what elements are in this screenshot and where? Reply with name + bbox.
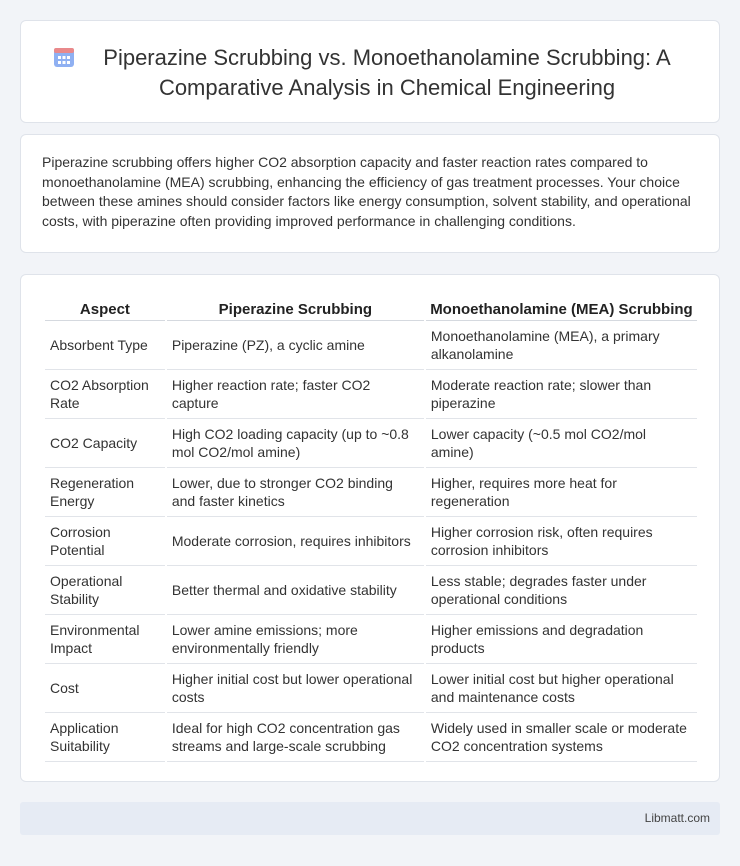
aspect-cell: Corrosion Potential xyxy=(45,517,165,566)
header-piperazine: Piperazine Scrubbing xyxy=(167,297,424,321)
table-row xyxy=(45,566,697,615)
table-row xyxy=(45,664,697,713)
piperazine-cell: Ideal for high CO2 concentration gas streams and large-scale scrubbing xyxy=(167,713,424,762)
mea-cell: Higher emissions and degradation products xyxy=(426,615,697,664)
mea-cell: Lower capacity (~0.5 mol CO2/mol amine) xyxy=(426,419,697,468)
table-row xyxy=(45,468,697,517)
comparison-table-card xyxy=(20,274,720,782)
header-aspect: Aspect xyxy=(45,297,165,321)
mea-cell: Moderate reaction rate; slower than piperazine xyxy=(426,370,697,419)
footer-site-link[interactable]: Libmatt.com xyxy=(644,811,710,825)
piperazine-cell: Better thermal and oxidative stability xyxy=(167,566,424,615)
mea-cell: Lower initial cost but higher operational and maintenance costs xyxy=(426,664,697,713)
piperazine-cell: Moderate corrosion, requires inhibitors xyxy=(167,517,424,566)
piperazine-cell: Piperazine (PZ), a cyclic amine xyxy=(167,321,424,370)
piperazine-cell: High CO2 loading capacity (up to ~0.8 mol CO2/mol amine) xyxy=(167,419,424,468)
table-row xyxy=(45,517,697,566)
mea-cell: Higher, requires more heat for regeneration xyxy=(426,468,697,517)
piperazine-cell: Higher initial cost but lower operational costs xyxy=(167,664,424,713)
piperazine-cell: Lower, due to stronger CO2 binding and faster kinetics xyxy=(167,468,424,517)
aspect-cell: Cost xyxy=(45,664,165,713)
table-row xyxy=(45,370,697,419)
page-title: Piperazine Scrubbing vs. Monoethanolamine Scrubbing: A Comparative Analysis in Chemical Engineering xyxy=(103,45,671,100)
aspect-cell: Absorbent Type xyxy=(45,321,165,370)
aspect-cell: Regeneration Energy xyxy=(45,468,165,517)
aspect-cell: CO2 Capacity xyxy=(45,419,165,468)
aspect-cell: Operational Stability xyxy=(45,566,165,615)
mea-cell: Widely used in smaller scale or moderate CO2 concentration systems xyxy=(426,713,697,762)
footer xyxy=(20,802,720,835)
aspect-cell: CO2 Absorption Rate xyxy=(45,370,165,419)
table-row xyxy=(45,419,697,468)
piperazine-cell: Lower amine emissions; more environmentally friendly xyxy=(167,615,424,664)
intro-card xyxy=(20,134,720,253)
piperazine-cell: Higher reaction rate; faster CO2 capture xyxy=(167,370,424,419)
table-row xyxy=(45,321,697,370)
aspect-cell: Application Suitability xyxy=(45,713,165,762)
table-header-row xyxy=(45,297,697,321)
comparison-table xyxy=(43,297,699,762)
title-card xyxy=(20,20,720,123)
mea-cell: Monoethanolamine (MEA), a primary alkanolamine xyxy=(426,321,697,370)
table-row xyxy=(45,615,697,664)
table-row xyxy=(45,713,697,762)
mea-cell: Higher corrosion risk, often requires corrosion inhibitors xyxy=(426,517,697,566)
header-mea: Monoethanolamine (MEA) Scrubbing xyxy=(426,297,697,321)
mea-cell: Less stable; degrades faster under operational conditions xyxy=(426,566,697,615)
aspect-cell: Environmental Impact xyxy=(45,615,165,664)
intro-paragraph: Piperazine scrubbing offers higher CO2 absorption capacity and faster reaction rates compared to monoethanolamine (MEA) scrubbing, enhancing the efficiency of gas treatment processes. Your choice between these amines should consider factors like energy consumption, solvent stability, and operational costs, with piperazine often providing improved performance in challenging conditions. xyxy=(42,154,691,229)
